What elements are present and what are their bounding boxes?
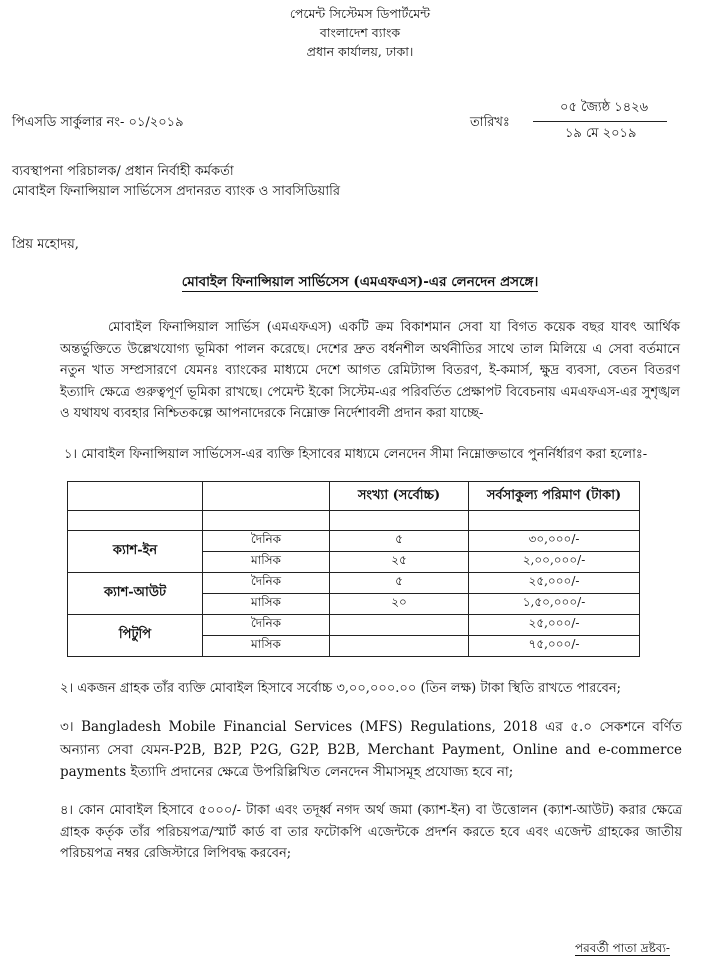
header-period — [203, 482, 330, 511]
header-amount: সর্বসাকুল্য পরিমাণ (টাকা) — [469, 482, 640, 511]
type-cash-out: ক্যাশ-আউট — [68, 573, 203, 615]
count-cell — [330, 636, 469, 657]
next-page-text: পরবর্তী পাতা দ্রষ্টব্য- — [575, 941, 670, 955]
amount-cell: ২৫,০০০/- — [469, 573, 640, 594]
subject-text: মোবাইল ফিনান্সিয়াল সার্ভিসেস (এমএফএস)-এর লেনদেন প্রসঙ্গে। — [181, 274, 539, 290]
office-address: প্রধান কার্যালয়, ঢাকা। — [306, 44, 414, 59]
count-cell — [330, 615, 469, 636]
subject-line — [0, 271, 720, 294]
period-cell: দৈনিক — [203, 615, 330, 636]
table-header-row — [68, 482, 640, 511]
header-count: সংখ্যা (সর্বোচ্চ) — [330, 482, 469, 511]
point-3: ৩। Bangladesh Mobile Financial Services (MFS) Regulations, 2018 এর ৫.০ সেকশনে বর্ণিত অন্যান্য সেবা যেমন-P2B, B2P, P2G, G2P, B2B, Merchant Payment, Online and e-commerce payments ইত্যাদি প্রদানের ক্ষেত্রে উপরিল্লিখিত লেনদেন সীমাসমূহ প্রযোজ্য হবে না; — [60, 719, 682, 780]
count-cell: ২৫ — [330, 552, 469, 573]
date-english: ১৯ মে ২০১৯ — [565, 126, 637, 141]
date-divider — [533, 121, 667, 122]
period-cell: দৈনিক — [203, 573, 330, 594]
count-cell: ২০ — [330, 594, 469, 615]
type-cash-in: ক্যাশ-ইন — [68, 531, 203, 573]
salutation: প্রিয় মহোদয়, — [12, 237, 79, 252]
amount-cell: ৭৫,০০০/- — [469, 636, 640, 657]
table-row — [68, 531, 640, 552]
table-row — [68, 573, 640, 594]
count-cell: ৫ — [330, 573, 469, 594]
bank-name: বাংলাদেশ ব্যাংক — [319, 25, 401, 40]
header-type — [68, 482, 203, 511]
department-name: পেমেন্ট সিস্টেমস ডিপার্টমেন্ট — [289, 6, 431, 21]
point-4: ৪। কোন মোবাইল হিসাবে ৫০০০/- টাকা এবং তদূর্ধ্ব নগদ অর্থ জমা (ক্যাশ-ইন) বা উত্তোলন (ক্যাশ-আউট) করার ক্ষেত্রে গ্রাহক কর্তৃক তাঁর পরিচয়পত্র/স্মার্ট কার্ড বা তার ফটোকপি এজেন্টকে প্রদর্শন করতে হবে এবং এজেন্ট গ্রাহকের জাতীয় পরিচয়পত্র নম্বর রেজিস্টারে লিপিবদ্ধ করবেন; — [60, 803, 682, 861]
intro-paragraph: মোবাইল ফিনান্সিয়াল সার্ভিস (এমএফএস) একটি ক্রম বিকাশমান সেবা যা বিগত কয়েক বছর যাবৎ আর্থিক অন্তর্ভুক্তিতে উল্লেখযোগ্য ভূমিকা পালন করেছে। দেশের দ্রুত বর্ধনশীল অর্থনীতির সাথে তাল মিলিয়ে এ সেবা বর্তমানে নতুন খাত সম্প্রসারণে যেমনঃ ব্যাংকের মাধ্যমে দেশে আগত রেমিট্যান্স বিতরণ, ই-কমার্স, ক্ষুদ্র ব্যবসা, বেতন বিতরণ ইত্যাদি ক্ষেত্রে গুরুত্বপূর্ণ ভূমিকা রাখছে। পেমেন্ট ইকো সিস্টেম-এর পরিবর্তিত প্রেক্ষাপট বিবেচনায় এমএফএস-এর সুশৃঙ্খল ও যথাযথ ব্যবহার নিশ্চিতকল্পে আপনাদেরকে নিম্নোক্ত নির্দেশাবলী প্রদান করা যাচ্ছে- — [60, 320, 680, 421]
table-row — [68, 511, 640, 531]
amount-cell: ৩০,০০০/- — [469, 531, 640, 552]
next-page-note — [575, 940, 670, 960]
table-row — [68, 615, 640, 636]
period-cell: মাসিক — [203, 552, 330, 573]
recipient-organization: মোবাইল ফিনান্সিয়াল সার্ভিসেস প্রদানরত ব্যাংক ও সাবসিডিয়ারি — [12, 184, 340, 199]
period-cell: মাসিক — [203, 594, 330, 615]
amount-cell: ২,০০,০০০/- — [469, 552, 640, 573]
point-1: ১। মোবাইল ফিনান্সিয়াল সার্ভিসেস-এর ব্যক্তি হিসাবের মাধ্যমে লেনদেন সীমা নিম্নোক্তভাবে পুনর্নির্ধারণ করা হলোঃ- — [64, 447, 648, 462]
amount-cell: ২৫,০০০/- — [469, 615, 640, 636]
date-label: তারিখঃ — [470, 115, 510, 130]
count-cell: ৫ — [330, 531, 469, 552]
type-p2p: পিটুপি — [68, 615, 203, 657]
amount-cell: ১,৫০,০০০/- — [469, 594, 640, 615]
period-cell: মাসিক — [203, 636, 330, 657]
date-bangla: ০৫ জ্যৈষ্ঠ ১৪২৬ — [560, 100, 649, 115]
recipient-title: ব্যবস্থাপনা পরিচালক/ প্রধান নির্বাহী কর্মকর্তা — [12, 164, 234, 179]
period-cell: দৈনিক — [203, 531, 330, 552]
point-2: ২। একজন গ্রাহক তাঁর ব্যক্তি মোবাইল হিসাবে সর্বোচ্চ ৩,০০,০০০.০০ (তিন লক্ষ) টাকা স্থিতি রাখতে পারবেন; — [60, 681, 622, 696]
circular-number: পিএসডি সার্কুলার নং- ০১/২০১৯ — [12, 115, 184, 130]
transaction-limits-table — [67, 481, 640, 657]
